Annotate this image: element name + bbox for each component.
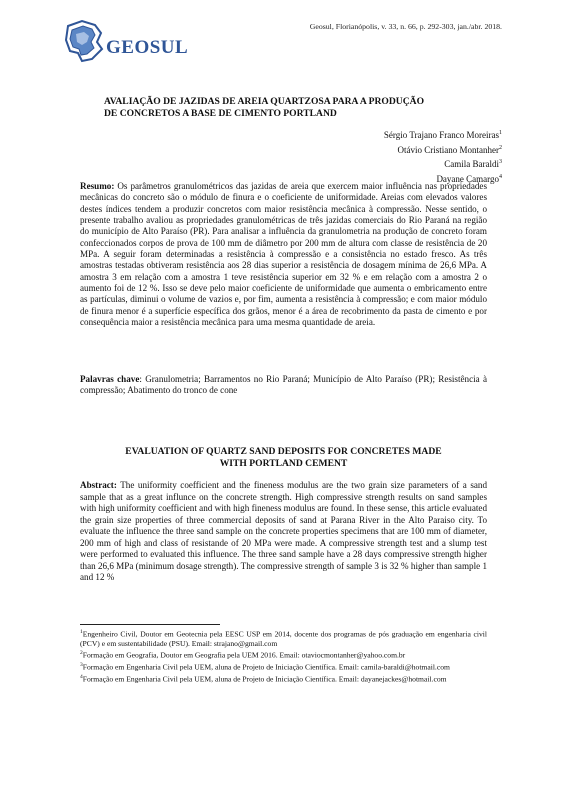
- keywords-paragraph: [80, 374, 487, 397]
- author-list: [384, 127, 502, 185]
- author: [384, 127, 502, 142]
- footnotes: [80, 628, 487, 685]
- footnote-text: Formação em Engenharia Civil pela UEM, aluna de Projeto de Iniciação Científica. Email: camila-baraldi@hotmail.com: [82, 662, 450, 672]
- author-mark: 1: [499, 130, 502, 136]
- english-title-line-1: EVALUATION OF QUARTZ SAND DEPOSITS FOR CONCRETES MADE: [125, 446, 442, 457]
- keywords-text: : Granulometria; Barramentos no Rio Paraná; Município de Alto Paraíso (PR); Resistência à compressão; Abatimento do tronco de cone: [80, 374, 488, 396]
- journal-citation: Geosul, Florianópolis, v. 33, n. 66, p. 292-303, jan./abr. 2018.: [309, 22, 502, 31]
- abstract-paragraph: [80, 480, 487, 584]
- footnote: [80, 628, 487, 649]
- article-title: [104, 96, 524, 120]
- author-mark: 2: [499, 144, 502, 151]
- footnote-mark: 1: [80, 629, 83, 635]
- english-title: [80, 446, 487, 470]
- resumo-text: Os parâmetros granulométricos das jazidas de areia que exercem maior influência nas propriedades mecânicas do concreto são o módulo de finura e o coeficiente de uniformidade. Areias com elevados valores destes índices tendem a produzir concretos com maior resistência mecânica à compressão. Nesse sentido, o presente trabalho avaliou as propriedades granulométricas de três jazidas comerciais do Rio Paraná na região do município de Alto Paraíso (PR). Para analisar a influência da granulometria na produção de concreto foram confeccionados corpos de prova de 100 mm de diâmetro por 200 mm de altura com classe de resistência de 20 MPa. A seguir foram determinadas a resistência à compressão e a consistência no estado fresco. As três amostras testadas obtiveram resistência aos 28 dias superior a resistência de dosagem mínima de 26,6 MPa. A amostra 3 em relação com a amostra 1 teve resistência superior em 32 % e em relação com a amostra 2 o aumento foi de 12 %. Isso se deve pelo maior coeficiente de uniformidade que aumenta o embricamento entre as partículas, diminui o volume de vazios e, por fim, aumenta a resistência à compressão; e com maior módulo de finura menor é a superfície específica dos grãos, menor é a área de recobrimento da pasta de cimento e por consequência maior a resistência mecânica para uma mesma quantidade de areia.: [80, 181, 487, 328]
- author-mark: 4: [499, 173, 502, 180]
- footnote-text: Engenheiro Civil, Doutor em Geotecnia pela EESC USP em 2014, docente dos programas de pós graduação em engenharia civil (PCV) e em sustentabilidade (PSU). Email: strajano@gmail.com: [80, 629, 487, 649]
- footnote-mark: 2: [80, 650, 83, 657]
- abstract-text: The uniformity coefficient and the fineness modulus are the two grain size parameters of a sand sample that as a great influnce on the concrete strength. High compressive strength results on sand samples with high uniformity coefficient and with high fineness modulus are found. In these sense, this article evaluated the grain size properties of three commercial deposits of sand at Parana River in the Alto Paraiso city. To evaluate the influence the three sand sample on the concrete properties specimens that are 100 mm of diameter, 200 mm of high and class of resistande of 20 MPa were made. A compressive strength test and a slump test were performed to evaluated this influence. The three sand sample have a 28 days compressive strength higher than 26,6 MPa (minimum dosage strength). The compressive strength of sample 3 is 32 % higher than sample 1 and 12 %: [80, 480, 487, 582]
- logo-text: GEOSUL: [106, 37, 189, 58]
- footnote-divider: [80, 624, 220, 625]
- author-name: Dayane Camargo: [436, 173, 499, 184]
- author: [384, 142, 502, 157]
- author-mark: 3: [499, 159, 502, 166]
- footnote-text: Formação em Geografia, Doutor em Geografia pela UEM 2016. Email: otaviocmontanher@yahoo.com.br: [82, 650, 406, 660]
- resumo-label: Resumo:: [80, 181, 115, 191]
- footnote-text: Formação em Engenharia Civil pela UEM, aluna de Projeto de Iniciação Científica. Email: dayanejackes@hotmail.com: [82, 674, 447, 684]
- title-line-2: DE CONCRETOS A BASE DE CIMENTO PORTLAND: [104, 108, 337, 119]
- author-name: Sérgio Trajano Franco Moreiras: [383, 130, 499, 140]
- footnote-mark: 4: [80, 673, 83, 680]
- title-line-1: AVALIAÇÃO DE JAZIDAS DE AREIA QUARTZOSA PARA A PRODUÇÃO: [104, 96, 425, 107]
- footnote: [80, 673, 487, 684]
- resumo-paragraph: [80, 181, 487, 328]
- abstract-label: Abstract:: [80, 480, 117, 490]
- page-header: [62, 14, 502, 74]
- author-name: Camila Baraldi: [444, 159, 499, 170]
- english-title-line-2: WITH PORTLAND CEMENT: [219, 458, 348, 469]
- footnote: [80, 649, 487, 660]
- footnote: [80, 661, 487, 672]
- author-name: Otávio Cristiano Montanher: [397, 144, 499, 155]
- keywords-label: Palavras chave: [80, 374, 140, 384]
- geosul-logo: [62, 18, 189, 68]
- footnote-mark: 3: [80, 662, 83, 669]
- author: [384, 156, 502, 171]
- map-logo-icon: [62, 18, 106, 64]
